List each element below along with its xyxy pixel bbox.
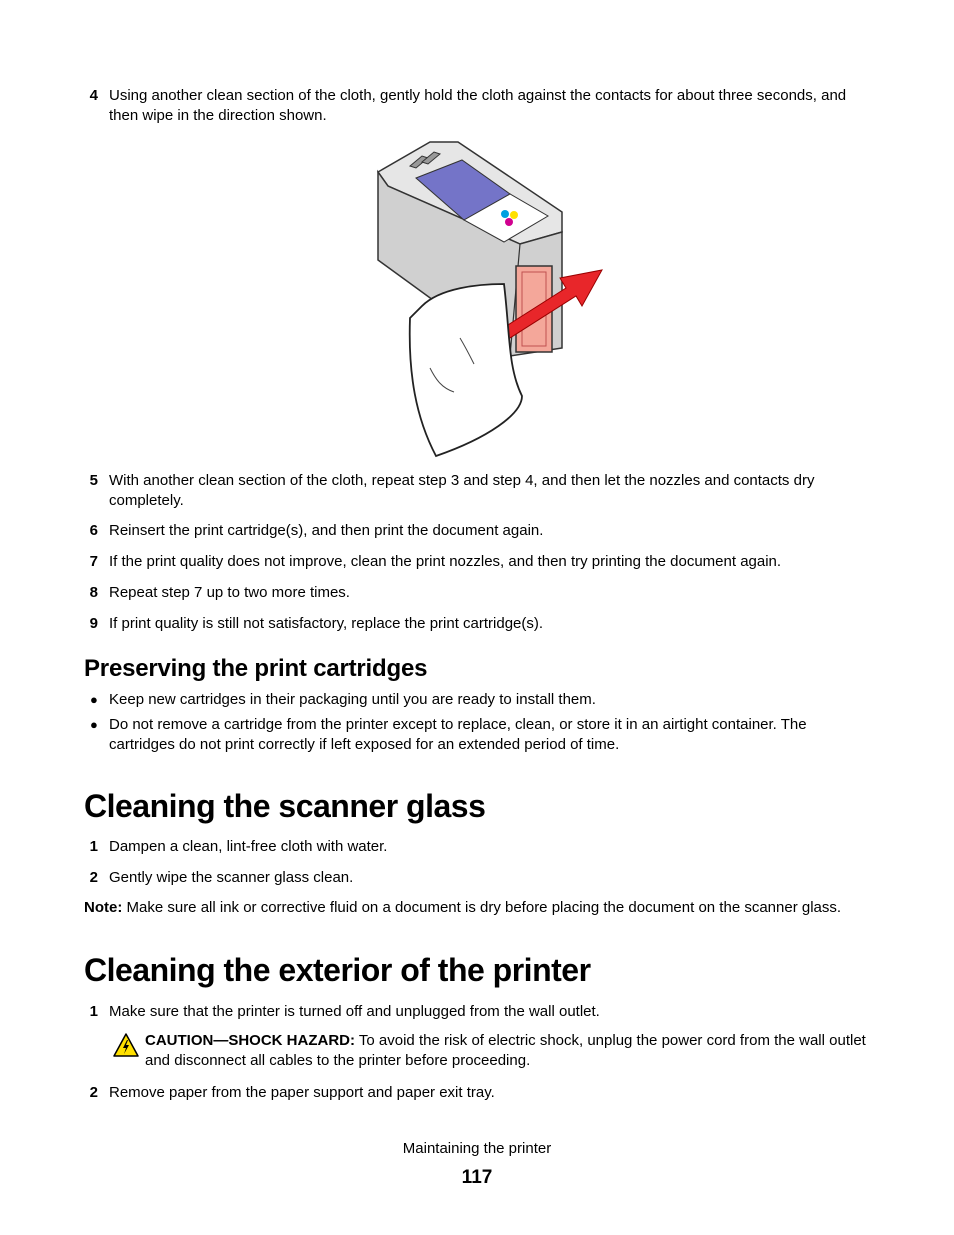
step-number: 5 [89, 472, 98, 489]
scanner-step-1 [84, 837, 874, 857]
step-number: 2 [89, 869, 98, 886]
step-5 [84, 471, 874, 511]
footer-section-title: Maintaining the printer [402, 1140, 552, 1157]
step-number: 1 [89, 838, 98, 855]
step-9 [84, 614, 874, 634]
caution-label: CAUTION—SHOCK HAZARD: [145, 1032, 355, 1049]
step-6 [84, 521, 874, 541]
step-text: Remove paper from the paper support and paper exit tray. [109, 1084, 495, 1101]
step-number: 4 [89, 87, 98, 104]
step-number: 2 [89, 1084, 98, 1101]
bullet-item [84, 690, 874, 710]
exterior-step-1 [84, 1002, 874, 1022]
step-text: Repeat step 7 up to two more times. [109, 584, 350, 601]
step-8 [84, 583, 874, 603]
bullet-icon: ● [90, 692, 98, 707]
section-heading-preserving: Preserving the print cartridges [84, 655, 428, 682]
step-number: 6 [89, 522, 98, 539]
caution-text: To avoid the risk of electric shock, unplug the power cord from the wall outlet and disconnect all cables to the printer before proceeding. [145, 1032, 866, 1069]
step-4 [84, 86, 874, 126]
step-text: If print quality is still not satisfactory, replace the print cartridge(s). [109, 615, 544, 632]
cloth-illustration [410, 284, 522, 456]
step-text: Reinsert the print cartridge(s), and then print the document again. [109, 522, 544, 539]
bullet-text: Do not remove a cartridge from the printer except to replace, clean, or store it in an airtight container. The cartridges do not print correctly if left exposed for an extended period of time. [109, 716, 807, 753]
cartridge-cleaning-illustration [370, 138, 610, 463]
section-heading-exterior: Cleaning the exterior of the printer [84, 952, 591, 988]
print-cartridge-illustration [370, 138, 610, 458]
note-text: Make sure all ink or corrective fluid on a document is dry before placing the document on the scanner glass. [126, 899, 842, 916]
warning-triangle-icon [113, 1033, 139, 1063]
step-text: Gently wipe the scanner glass clean. [109, 869, 354, 886]
bullet-item [84, 715, 874, 755]
step-text: Dampen a clean, lint-free cloth with water. [109, 838, 388, 855]
bullet-icon: ● [90, 717, 98, 732]
step-text: With another clean section of the cloth, repeat step 3 and step 4, and then let the nozzles and contacts dry completely. [109, 472, 815, 509]
page-number: 117 [461, 1167, 493, 1188]
note [84, 898, 884, 918]
step-text: Using another clean section of the cloth, gently hold the cloth against the contacts for about three seconds, and then wipe in the direction shown. [109, 87, 847, 124]
step-text: If the print quality does not improve, clean the print nozzles, and then try printing the document again. [109, 553, 782, 570]
exterior-step-2 [84, 1083, 874, 1103]
caution-box [113, 1031, 873, 1071]
step-7 [84, 552, 874, 572]
step-number: 8 [89, 584, 98, 601]
step-text: Make sure that the printer is turned off and unplugged from the wall outlet. [109, 1003, 600, 1020]
bullet-text: Keep new cartridges in their packaging until you are ready to install them. [109, 691, 596, 708]
step-number: 9 [89, 615, 98, 632]
scanner-step-2 [84, 868, 874, 888]
section-heading-scanner: Cleaning the scanner glass [84, 788, 486, 824]
step-number: 7 [89, 553, 98, 570]
step-number: 1 [89, 1003, 98, 1020]
note-label: Note: [84, 899, 123, 916]
